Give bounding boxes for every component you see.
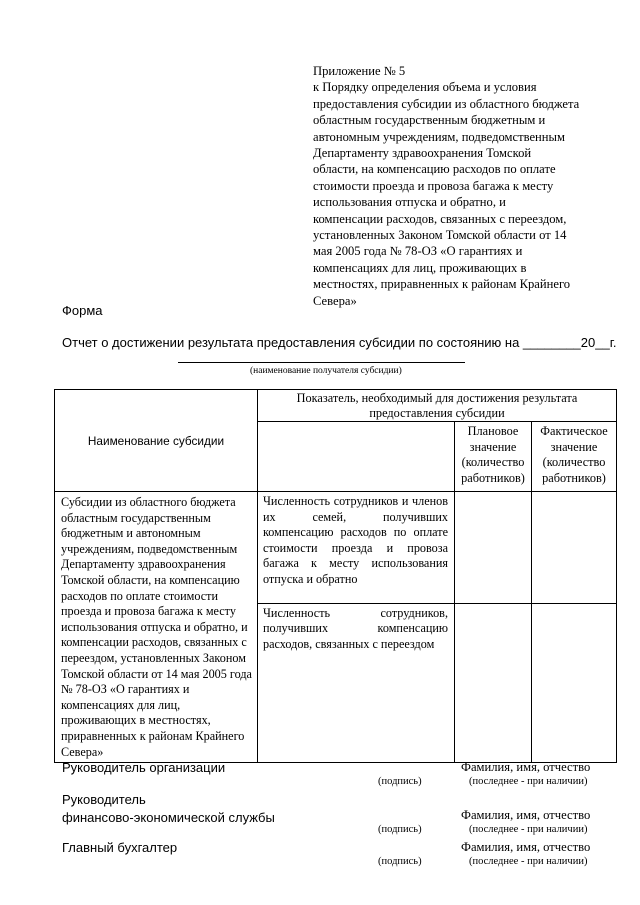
appendix-line: Приложение № 5 — [313, 64, 406, 78]
actual-value-2[interactable] — [532, 603, 617, 762]
header-subsidy-name: Наименование субсидии — [55, 390, 258, 492]
signature-head-label: Руководитель организации — [62, 760, 226, 775]
fio-caption-finance: (последнее - при наличии) — [469, 824, 588, 835]
report-title: Отчет о достижении результата предоставления субсидии по состоянию на ________20__г. — [62, 335, 617, 350]
appendix-line: Департаменту здравоохранения Томской — [313, 146, 532, 161]
signature-caption-accountant: (подпись) — [378, 856, 422, 867]
appendix-line: компенсациях для лиц, проживающих в — [313, 260, 527, 275]
appendix-line: установленных Законом Томской области от 14 — [313, 228, 567, 243]
appendix-line: области, на компенсацию расходов по оплате — [313, 162, 556, 177]
appendix-block — [313, 63, 618, 309]
fio-head: Фамилия, имя, отчество — [461, 760, 591, 774]
appendix-line: автономным учреждениям, подведомственным — [313, 129, 565, 144]
subsidy-description: Субсидии из областного бюджета областным государственным бюджетным и автономным учреждениям, подведомственным Департаменту здравоохранения Томской области, на компенсацию расходов по оплате стоимости проезда и провоза багажа к месту использования отпуска и обратно, и компенсации расходов, связанных с переездом, установленных Законом Томской области от 14 мая 2005 года № 78-ОЗ «О гарантиях и компенсациях для лиц, проживающих в местностях, приравненных к районам Крайнего Севера» — [55, 492, 258, 763]
appendix-line: Севера» — [313, 293, 357, 308]
signature-caption-finance: (подпись) — [378, 824, 422, 835]
signature-finance-line1: Руководитель — [62, 792, 146, 807]
appendix-line: мая 2005 года № 78-ОЗ «О гарантиях и — [313, 244, 523, 259]
header-planned: Плановое значение (количество работников) — [455, 422, 532, 492]
appendix-line: стоимости проезда и провоза багажа к месту — [313, 178, 554, 193]
recipient-name-line — [178, 362, 465, 363]
appendix-line: областным государственным бюджетным и — [313, 113, 546, 128]
header-indicator: Показатель, необходимый для достижения результата предоставления субсидии — [258, 390, 617, 422]
appendix-line: предоставления субсидии из областного бюджета — [313, 96, 580, 111]
planned-value-1[interactable] — [455, 492, 532, 604]
signature-caption-head: (подпись) — [378, 776, 422, 787]
recipient-caption: (наименование получателя субсидии) — [250, 366, 402, 376]
fio-caption-head: (последнее - при наличии) — [469, 776, 588, 787]
actual-value-1[interactable] — [532, 492, 617, 604]
appendix-line: к Порядку определения объема и условия — [313, 80, 537, 95]
signature-finance-line2: финансово-экономической службы — [62, 810, 275, 825]
form-label: Форма — [62, 303, 103, 318]
signature-finance-label — [62, 791, 275, 827]
report-table — [54, 389, 617, 763]
header-indicator-blank — [258, 422, 455, 492]
planned-value-2[interactable] — [455, 603, 532, 762]
indicator-1: Численность сотрудников и членов их семей, получивших компенсацию расходов по оплате стоимости проезда и провоза багажа к месту использования отпуска и обратно — [258, 492, 455, 604]
header-actual: Фактическое значение (количество работников) — [532, 422, 617, 492]
indicator-2: Численность сотрудников, получивших компенсацию расходов, связанных с переездом — [258, 603, 455, 762]
fio-accountant: Фамилия, имя, отчество — [461, 840, 591, 854]
appendix-line: использования отпуска и обратно, и — [313, 195, 506, 210]
fio-finance: Фамилия, имя, отчество — [461, 808, 591, 822]
appendix-line: местностях, приравненных к районам Крайнего — [313, 277, 571, 292]
signature-accountant-label: Главный бухгалтер — [62, 840, 178, 855]
appendix-line: компенсации расходов, связанных с переездом, — [313, 211, 567, 226]
fio-caption-accountant: (последнее - при наличии) — [469, 856, 588, 867]
